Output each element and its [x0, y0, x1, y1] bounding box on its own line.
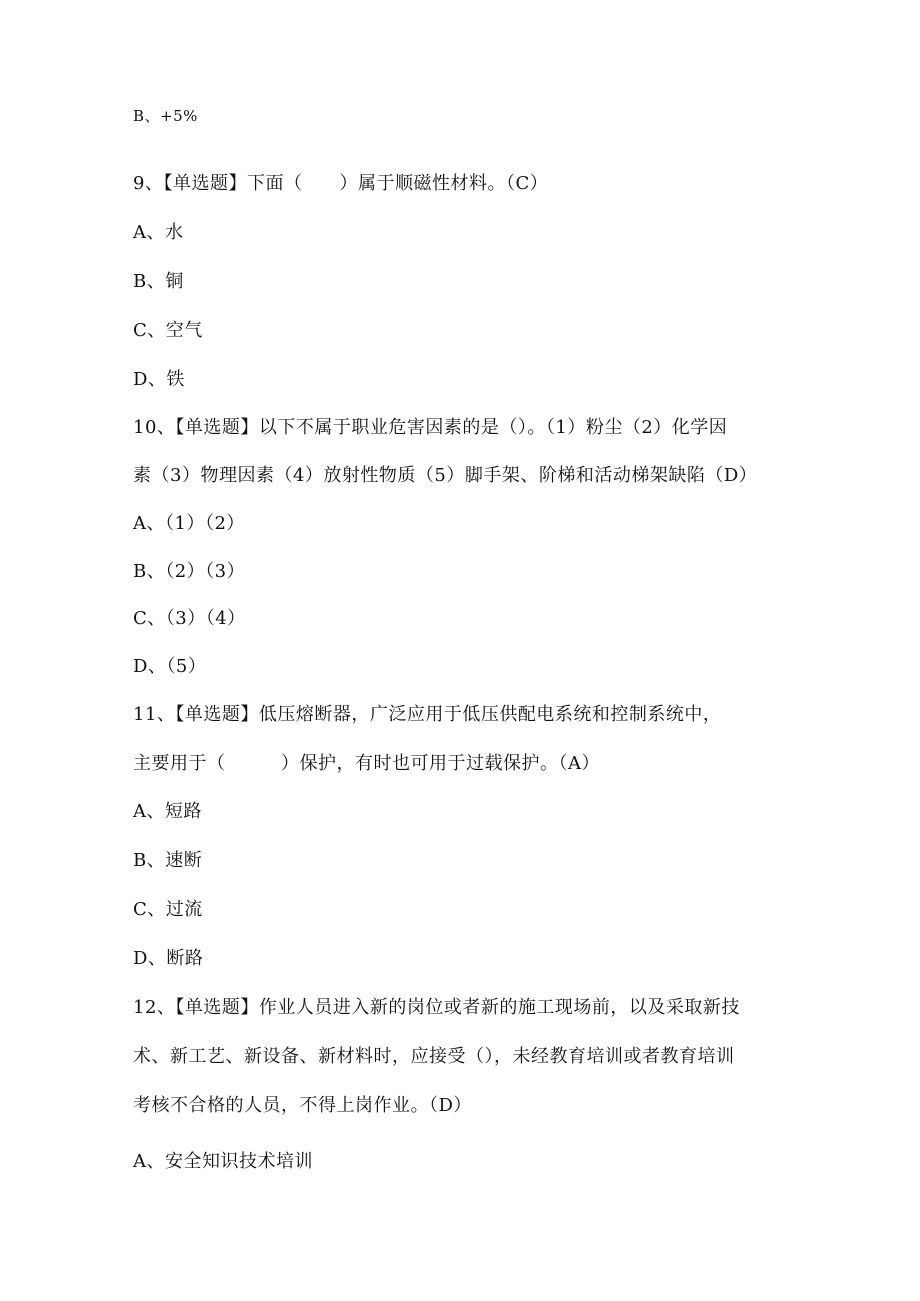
- option-line: A、（1）（2）: [133, 513, 245, 534]
- option-line: D、断路: [133, 948, 204, 969]
- option-line: A、短路: [133, 801, 202, 822]
- option-line: D、铁: [133, 369, 185, 390]
- question-line: 11、【单选题】低压熔断器，广泛应用于低压供配电系统和控制系统中，: [133, 704, 722, 725]
- option-line: C、空气: [133, 320, 203, 341]
- option-line: D、（5）: [133, 656, 207, 677]
- question-line: 术、新工艺、新设备、新材料时，应接受（），未经教育培训或者教育培训: [133, 1046, 735, 1067]
- question-line: 9、【单选题】下面（ ）属于顺磁性材料。（C）: [133, 173, 549, 194]
- question-line: 素（3）物理因素（4）放射性物质（5）脚手架、阶梯和活动梯架缺陷（D）: [133, 465, 758, 486]
- question-line: 主要用于（ ）保护，有时也可用于过载保护。（A）: [133, 753, 600, 774]
- question-line: 10、【单选题】以下不属于职业危害因素的是（）。（1）粉尘（2）化学因: [133, 417, 728, 438]
- question-line: 12、【单选题】作业人员进入新的岗位或者新的施工现场前，以及采取新技: [133, 997, 740, 1018]
- option-line: C、过流: [133, 899, 203, 920]
- option-line: A、水: [133, 222, 184, 243]
- option-line: B、+5%: [133, 107, 198, 125]
- option-line: B、铜: [133, 271, 184, 292]
- question-line: 考核不合格的人员，不得上岗作业。（D）: [133, 1095, 472, 1116]
- option-line: C、（3）（4）: [133, 608, 246, 629]
- option-line: B、（2）（3）: [133, 561, 246, 582]
- option-line: A、安全知识技术培训: [133, 1151, 313, 1172]
- option-line: B、速断: [133, 850, 203, 871]
